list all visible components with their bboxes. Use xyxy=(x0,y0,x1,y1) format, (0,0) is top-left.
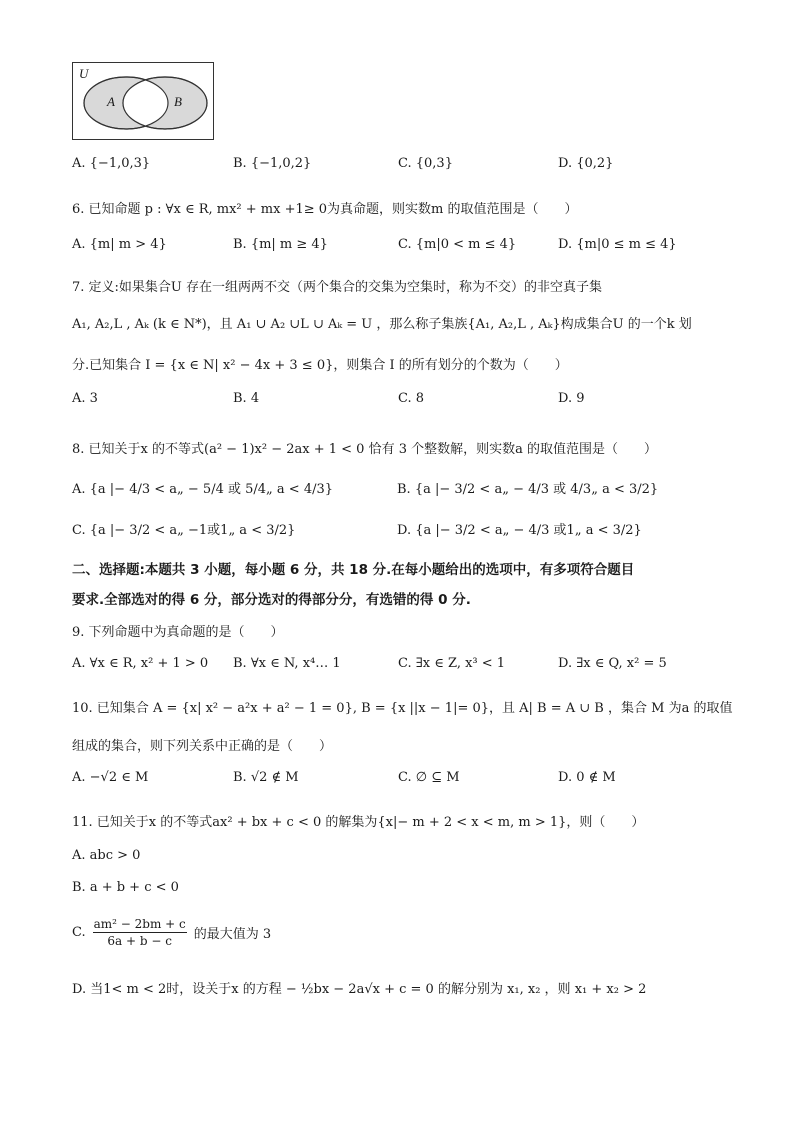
q10-line-1: 10. 已知集合 A = {x| x² − a²x + a² − 1 = 0}, B = {x ||x − 1|= 0}，且 A| B = A ∪ B ，集合 M 为a 的取值 xyxy=(72,701,733,716)
q10-option-d: D. 0 ∉ M xyxy=(558,770,616,785)
q11-option-c-denominator: 6a + b − c xyxy=(107,934,172,948)
q9-stem: 9. 下列命题中为真命题的是（ ） xyxy=(72,625,284,640)
q7-option-c: C. 8 xyxy=(398,391,425,406)
q7-line-1: 7. 定义:如果集合U 存在一组两两不交（两个集合的交集为空集时，称为不交）的非空真子集 xyxy=(72,280,603,295)
q6-stem: 6. 已知命题 p : ∀x ∈ R, mx² + mx +1≥ 0为真命题，则实数m 的取值范围是（ ） xyxy=(72,202,578,217)
q8-option-d: D. {a |− 3/2 < a„ − 4/3 或1„ a < 3/2} xyxy=(397,523,642,538)
q9-option-d: D. ∃x ∈ Q, x² = 5 xyxy=(558,656,667,671)
section-2-heading-line-2: 要求.全部选对的得 6 分，部分选对的得部分分，有选错的得 0 分. xyxy=(72,592,471,608)
venn-universe-label: U xyxy=(79,66,89,81)
q6-option-c: C. {m|0 < m ≤ 4} xyxy=(398,237,517,252)
q7-line-2: A₁, A₂,L , Aₖ (k ∈ N*)，且 A₁ ∪ A₂ ∪L ∪ Aₖ = U ，那么称子集族{A₁, A₂,L , Aₖ}构成集合U 的一个k 划 xyxy=(72,317,692,332)
q5-option-d: D. {0,2} xyxy=(558,156,614,171)
q6-option-b: B. {m| m ≥ 4} xyxy=(233,237,328,252)
q11-option-d: D. 当1< m < 2时，设关于x 的方程 − ½bx − 2a√x + c = 0 的解分别为 x₁, x₂ ，则 x₁ + x₂ > 2 xyxy=(72,982,647,997)
q8-option-c: C. {a |− 3/2 < a„ −1或1„ a < 3/2} xyxy=(72,523,296,538)
q11-option-c-tail: 的最大值为 3 xyxy=(193,927,272,942)
q7-option-b: B. 4 xyxy=(233,391,260,406)
q5-option-b: B. {−1,0,2} xyxy=(233,156,312,171)
venn-set-b-label: B xyxy=(174,94,182,109)
q10-option-b: B. √2 ∉ M xyxy=(233,770,299,785)
q7-option-d: D. 9 xyxy=(558,391,585,406)
q10-line-2: 组成的集合，则下列关系中正确的是（ ） xyxy=(72,739,333,754)
q10-option-a: A. −√2 ∈ M xyxy=(72,770,149,785)
q8-stem: 8. 已知关于x 的不等式(a² − 1)x² − 2ax + 1 < 0 恰有 3 个整数解，则实数a 的取值范围是（ ） xyxy=(72,442,657,457)
q10-option-c: C. ∅ ⊆ M xyxy=(398,770,460,785)
q6-option-d: D. {m|0 ≤ m ≤ 4} xyxy=(558,237,677,252)
q11-option-b: B. a + b + c < 0 xyxy=(72,880,179,895)
venn-svg xyxy=(73,63,213,139)
q5-option-c: C. {0,3} xyxy=(398,156,453,171)
section-2-heading-line-1: 二、选择题:本题共 3 小题，每小题 6 分，共 18 分.在每小题给出的选项中，有多项符合题目 xyxy=(72,562,635,578)
q9-option-a: A. ∀x ∈ R, x² + 1 > 0 xyxy=(72,656,209,671)
venn-diagram xyxy=(72,62,214,140)
q8-option-b: B. {a |− 3/2 < a„ − 4/3 或 4/3„ a < 3/2} xyxy=(397,482,659,497)
q11-option-a: A. abc > 0 xyxy=(72,848,141,863)
q11-option-c-numerator: am² − 2bm + c xyxy=(93,917,186,931)
q8-option-a: A. {a |− 4/3 < a„ − 5/4 或 5/4„ a < 4/3} xyxy=(72,482,334,497)
q7-option-a: A. 3 xyxy=(72,391,98,406)
q5-option-a: A. {−1,0,3} xyxy=(72,156,151,171)
q11-stem: 11. 已知关于x 的不等式ax² + bx + c < 0 的解集为{x|− m + 2 < x < m, m > 1}，则（ ） xyxy=(72,815,645,830)
q9-option-c: C. ∃x ∈ Z, x³ < 1 xyxy=(398,656,506,671)
q9-option-b: B. ∀x ∈ N, x⁴… 1 xyxy=(233,656,341,671)
q11-option-c xyxy=(72,916,271,949)
q11-option-c-fraction xyxy=(93,916,187,949)
q7-line-3: 分.已知集合 I = {x ∈ N| x² − 4x + 3 ≤ 0}，则集合 I 的所有划分的个数为（ ） xyxy=(72,358,568,373)
q6-option-a: A. {m| m > 4} xyxy=(72,237,167,252)
venn-set-a-label: A xyxy=(107,94,115,109)
q11-option-c-label: C. xyxy=(72,925,86,940)
